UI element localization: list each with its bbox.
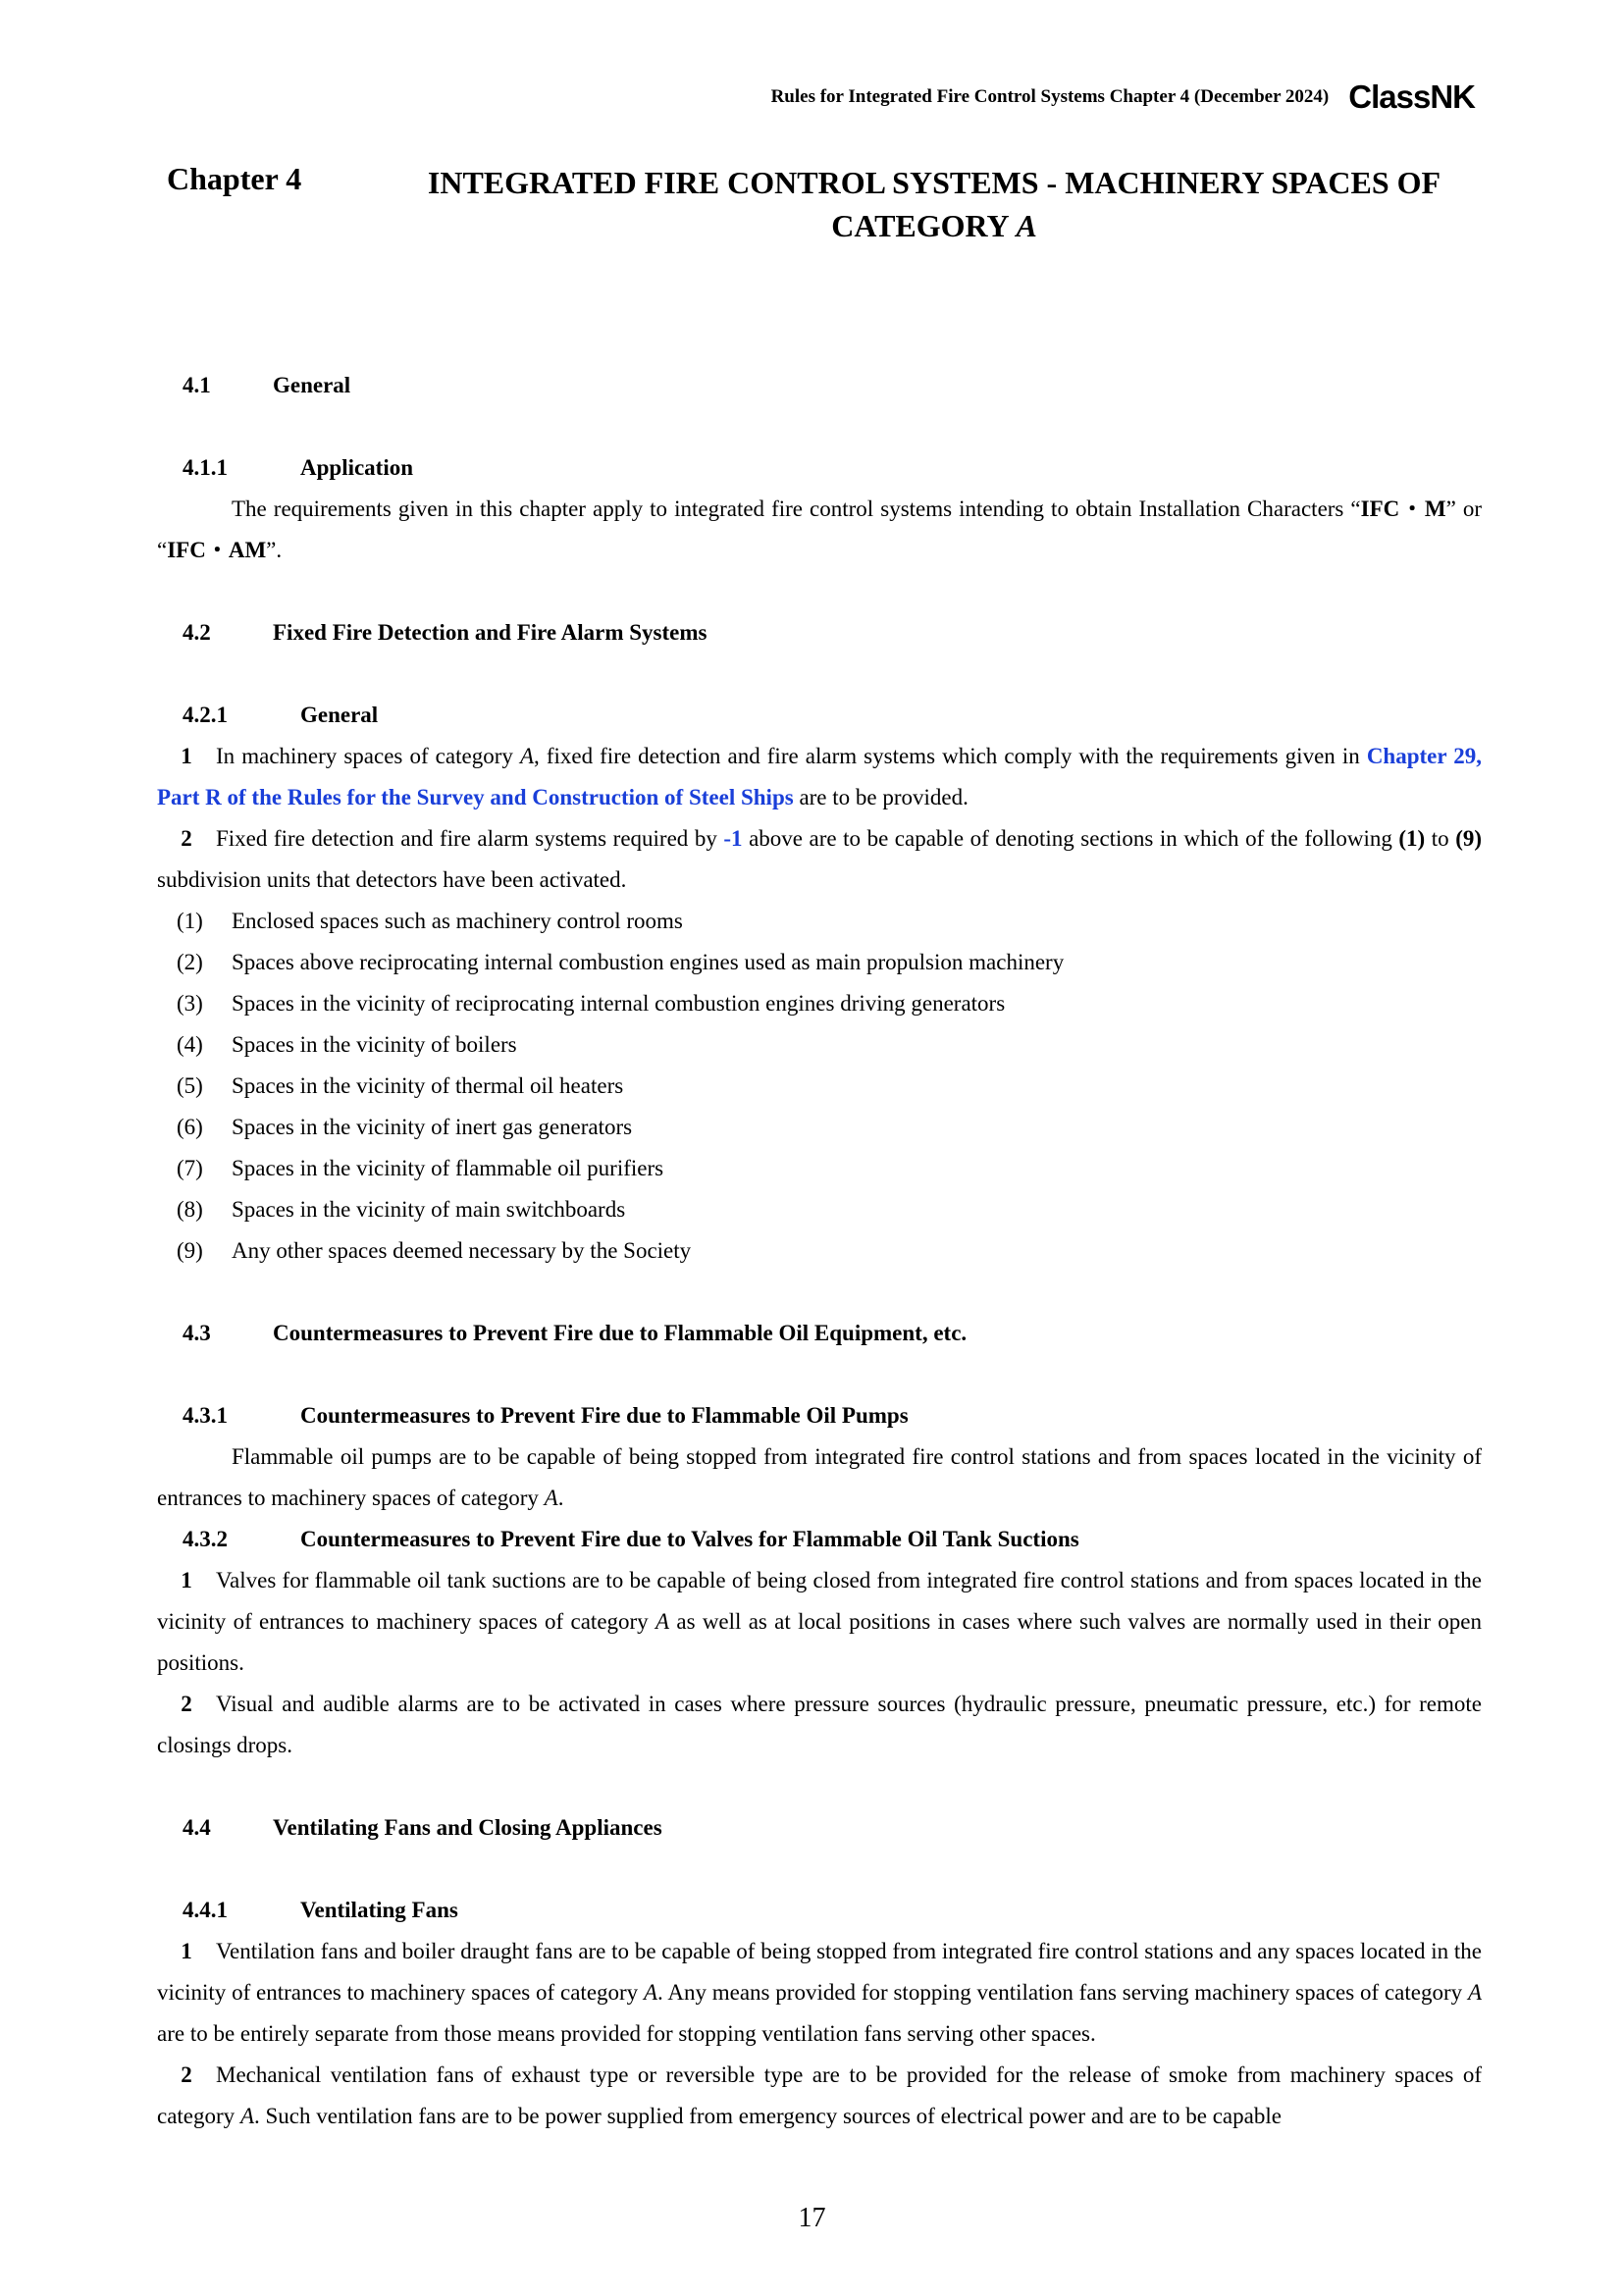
chapter-label: Chapter 4 [167,161,302,196]
list-item: (6) Spaces in the vicinity of inert gas generators [177,1115,633,1139]
steel-ships-rules-link[interactable]: Chapter 29, Part R of the Rules for the Survey and Construction of Steel Ships [157,744,1482,809]
document-body [157,365,1482,2137]
chapter-title [385,161,1484,247]
subdivision-list [157,901,1482,1272]
section-4-2-1-paragraph-2: 2 Fixed fire detection and fire alarm systems required by -1 above are to be capable of denoting sections in which of the following (1) to (9) subdivision units that detectors have been activated. [157,826,1483,892]
list-item: (4) Spaces in the vicinity of boilers [177,1032,517,1057]
section-4-1-1-heading: 4.1.1 Application [183,455,414,480]
chapter-title-line1: INTEGRATED FIRE CONTROL SYSTEMS - MACHINERY SPACES OF [427,165,1441,200]
page-number: 17 [798,2203,826,2233]
classnk-logo: ClassNK [1348,78,1475,115]
list-item: (2) Spaces above reciprocating internal combustion engines used as main propulsion machinery [177,950,1065,974]
list-item: (9) Any other spaces deemed necessary by the Society [177,1238,692,1263]
paragraph-1-reference-link[interactable]: -1 [723,826,743,851]
list-item: (7) Spaces in the vicinity of flammable oil purifiers [177,1156,664,1180]
chapter-title-line2: CATEGORY A [831,208,1037,243]
section-4-3-1-heading: 4.3.1 Countermeasures to Prevent Fire due to Flammable Oil Pumps [183,1403,909,1428]
section-4-4-1-paragraph-1: 1 Ventilation fans and boiler draught fans are to be capable of being stopped from integrated fire control stations and any spaces located in the vicinity of entrances to machinery spaces of category A. Any means provided for stopping ventilation fans serving machinery spaces of category A are to be entirely separate from those means provided for stopping ventilation fans serving other spaces. [157,1939,1482,2046]
header-title: Rules for Integrated Fire Control Systems Chapter 4 (December 2024) [770,85,1330,107]
section-4-3-heading: 4.3 Countermeasures to Prevent Fire due to Flammable Oil Equipment, etc. [183,1321,968,1345]
list-item: (8) Spaces in the vicinity of main switchboards [177,1197,626,1222]
section-4-4-heading: 4.4 Ventilating Fans and Closing Appliances [183,1815,662,1840]
section-4-2-1-heading: 4.2.1 General [183,703,379,727]
list-item: (1) Enclosed spaces such as machinery control rooms [177,909,683,933]
section-4-4-1-heading: 4.4.1 Ventilating Fans [183,1898,458,1922]
page-header [771,80,1475,113]
section-4-1-1-paragraph: The requirements given in this chapter apply to integrated fire control systems intending to obtain Installation Characters “IFC・M” or “IFC・AM”. [157,496,1482,562]
section-4-2-1-paragraph-1: 1 In machinery spaces of category A, fixed fire detection and fire alarm systems which comply with the requirements given in Chapter 29, Part R of the Rules for the Survey and Construction of Steel Ships are to be provided. [157,744,1482,809]
section-4-3-2-paragraph-2: 2 Visual and audible alarms are to be activated in cases where pressure sources (hydraulic pressure, pneumatic pressure, etc.) for remote closings drops. [157,1692,1482,1757]
section-4-1-heading: 4.1 General [183,373,351,397]
section-4-4-1-paragraph-2: 2 Mechanical ventilation fans of exhaust type or reversible type are to be provided for the release of smoke from machinery spaces of category A. Such ventilation fans are to be power supplied from emergency sources of electrical power and are to be capable [157,2062,1482,2128]
section-4-2-heading: 4.2 Fixed Fire Detection and Fire Alarm Systems [183,620,707,645]
section-4-3-2-heading: 4.3.2 Countermeasures to Prevent Fire due to Valves for Flammable Oil Tank Suctions [183,1527,1079,1551]
section-4-3-2-paragraph-1: 1 Valves for flammable oil tank suctions are to be capable of being closed from integrated fire control stations and from spaces located in the vicinity of entrances to machinery spaces of category A as well as at local positions in cases where such valves are normally used in their open positions. [157,1568,1483,1675]
list-item: (5) Spaces in the vicinity of thermal oil heaters [177,1073,624,1098]
section-4-3-1-paragraph: Flammable oil pumps are to be capable of being stopped from integrated fire control stations and from spaces located in the vicinity of entrances to machinery spaces of category A. [157,1444,1482,1510]
list-item: (3) Spaces in the vicinity of reciprocating internal combustion engines driving generators [177,991,1006,1016]
